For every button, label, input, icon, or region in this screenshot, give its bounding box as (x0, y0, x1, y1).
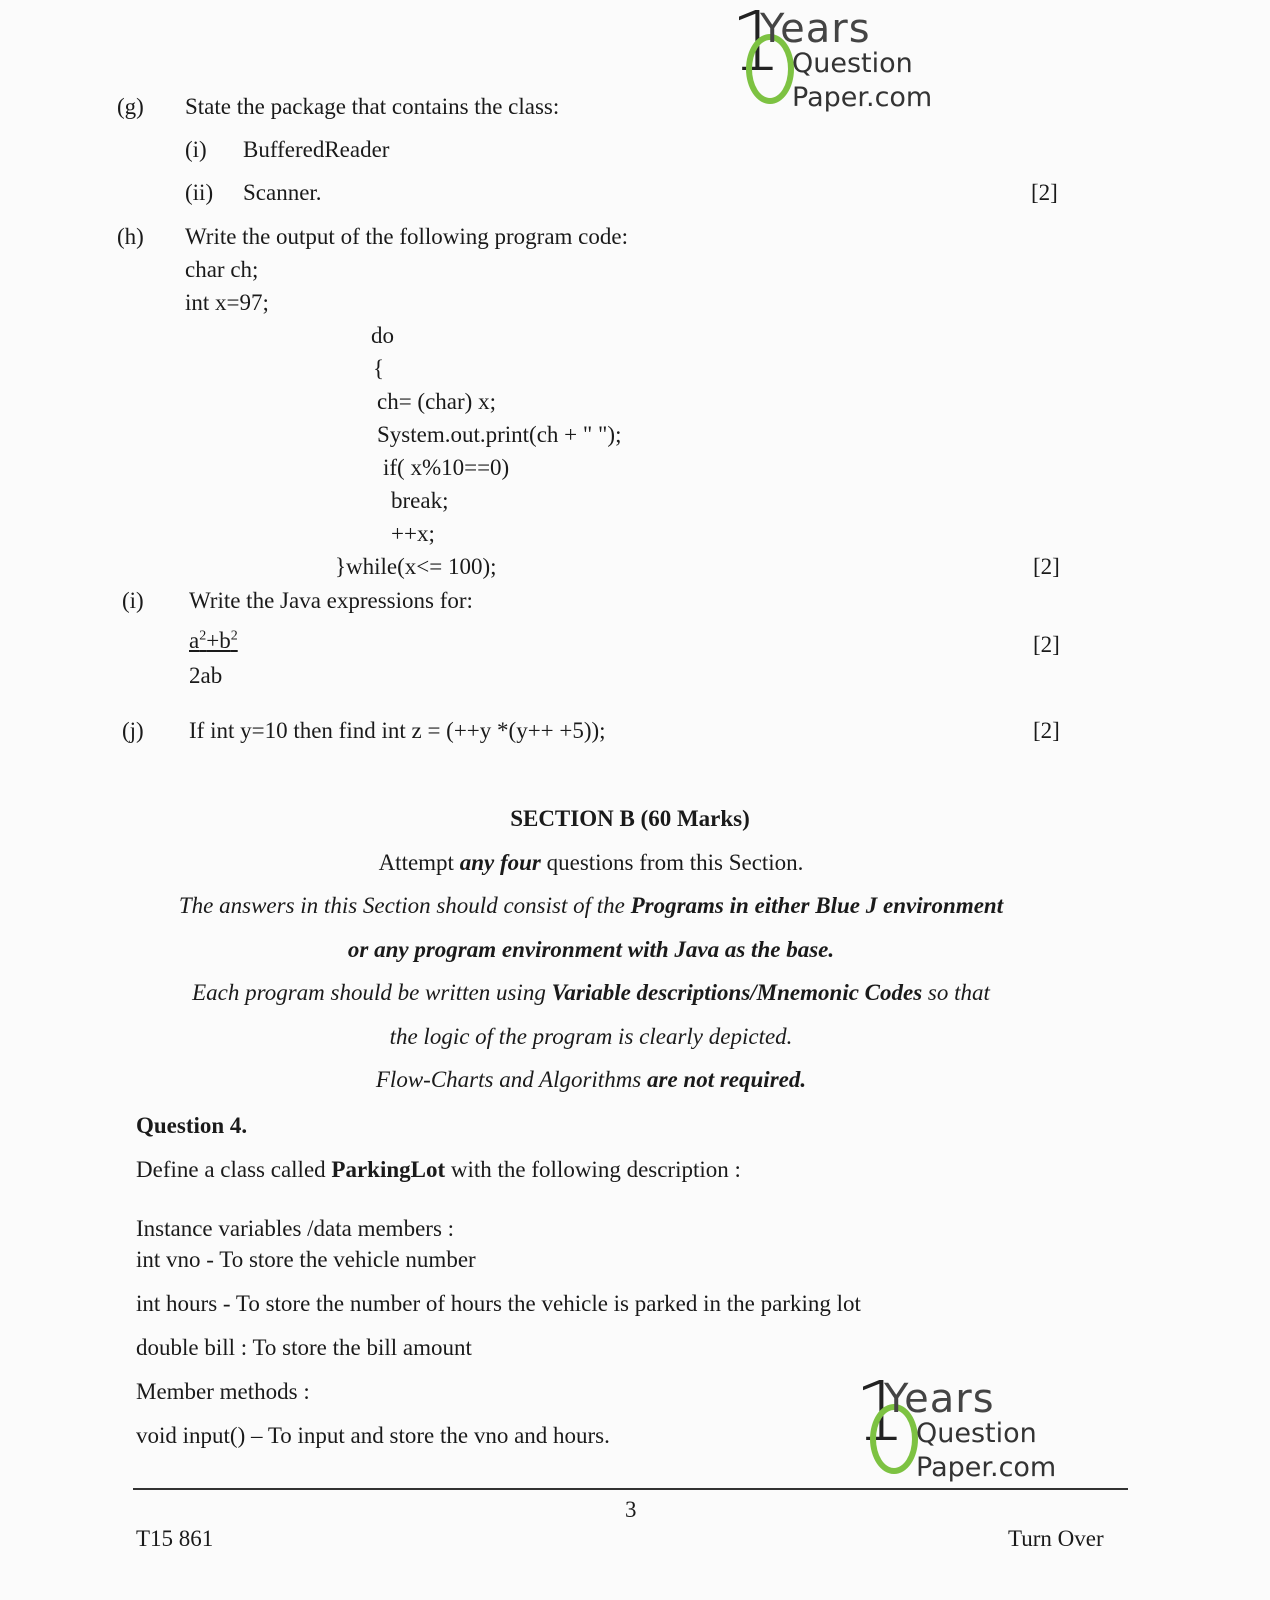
section-instruction-4: the logic of the program is clearly depicted. (389, 1024, 793, 1049)
define-class-name: ParkingLot (331, 1157, 446, 1182)
q-h-marks: [2] (1033, 554, 1060, 579)
site-logo-bottom (854, 1365, 1084, 1492)
member-hours: int hours - To store the number of hours the vehicle is parked in the parking lot (136, 1291, 861, 1316)
q-g-label: (g) (117, 94, 144, 119)
code-line: }while(x<= 100); (335, 554, 497, 579)
q-i-text: Write the Java expressions for: (189, 588, 473, 613)
logo-digit-one: 1 (854, 1365, 907, 1460)
q-h-label: (h) (117, 224, 144, 249)
numerator-plus-b: +b (206, 628, 231, 653)
section-instruction-3 (0, 980, 1182, 1006)
code-line: int x=97; (185, 290, 269, 315)
code-line: System.out.print(ch + " "); (377, 422, 622, 447)
q-i-fraction-denominator: 2ab (189, 663, 223, 688)
instruction-5-italic: Flow-Charts and Algorithms (375, 1067, 648, 1092)
site-logo (730, 0, 960, 122)
q-j-label: (j) (122, 718, 144, 743)
attempt-post: questions from this Section. (540, 850, 804, 875)
logo-years: Years (884, 1376, 995, 1422)
q-g-marks: [2] (1031, 180, 1058, 205)
logo-paper: Paper.com (792, 82, 933, 113)
sup-a: 2 (199, 628, 207, 644)
instruction-3-italic: Each program should be written using (192, 980, 552, 1005)
q-g-ii-text: Scanner. (243, 180, 322, 205)
section-instruction-2: or any program environment with Java as the base. (347, 937, 835, 962)
paper-code: T15 861 (136, 1526, 214, 1551)
q-i-label: (i) (122, 588, 144, 613)
sup-b: 2 (230, 628, 238, 644)
define-pre: Define a class called (136, 1157, 332, 1182)
section-title: SECTION B (60 Marks) (510, 806, 750, 831)
attempt-pre: Attempt (378, 850, 460, 875)
logo-digit-one: 1 (730, 0, 783, 90)
question-4-define (136, 1157, 741, 1183)
code-line: if( x%10==0) (383, 455, 510, 480)
member-methods-heading: Member methods : (136, 1379, 310, 1404)
instruction-3-italic-2: so that (922, 980, 990, 1005)
section-instruction-5 (0, 1067, 1182, 1093)
section-instruction-1 (0, 893, 1182, 919)
turn-over: Turn Over (1008, 1526, 1104, 1551)
q-i-marks: [2] (1033, 632, 1060, 657)
q-g-i-text: BufferedReader (243, 137, 390, 162)
member-bill: double bill : To store the bill amount (136, 1335, 472, 1360)
code-line: ++x; (391, 521, 435, 546)
code-line: do (371, 323, 394, 348)
logo-question: Question (792, 48, 913, 79)
q-g-ii-label: (ii) (185, 180, 214, 205)
logo-paper: Paper.com (916, 1452, 1057, 1483)
instruction-3-bold: Variable descriptions/Mnemonic Codes (551, 980, 923, 1005)
numerator-a: a (189, 628, 200, 653)
q-i-fraction-numerator (189, 628, 238, 654)
define-post: with the following description : (445, 1157, 741, 1182)
member-vno: int vno - To store the vehicle number (136, 1247, 476, 1272)
instruction-1-bold: Programs in either Blue J environment (630, 893, 1004, 918)
attempt-emphasis: any four (459, 850, 541, 875)
page-number: 3 (625, 1497, 637, 1522)
code-line: { (373, 356, 385, 381)
instance-variables-heading: Instance variables /data members : (136, 1216, 455, 1241)
code-line: char ch; (185, 257, 259, 282)
q-g-i-label: (i) (185, 137, 207, 162)
method-input: void input() – To input and store the vno and hours. (136, 1423, 610, 1448)
q-g-text: State the package that contains the class: (185, 94, 560, 119)
q-h-text: Write the output of the following program code: (185, 224, 628, 249)
instruction-5-bold: are not required. (647, 1067, 807, 1092)
code-line: ch= (char) x; (377, 389, 496, 414)
question-4-title: Question 4. (136, 1113, 248, 1138)
instruction-1-italic: The answers in this Section should consist of the (178, 893, 631, 918)
logo-years: Years (760, 6, 871, 52)
q-j-marks: [2] (1033, 718, 1060, 743)
section-attempt (0, 850, 1182, 876)
q-j-text: If int y=10 then find int z = (++y *(y++ +5)); (189, 718, 606, 743)
code-line: break; (391, 488, 449, 513)
logo-question: Question (916, 1418, 1037, 1449)
footer-rule (133, 1488, 1128, 1490)
